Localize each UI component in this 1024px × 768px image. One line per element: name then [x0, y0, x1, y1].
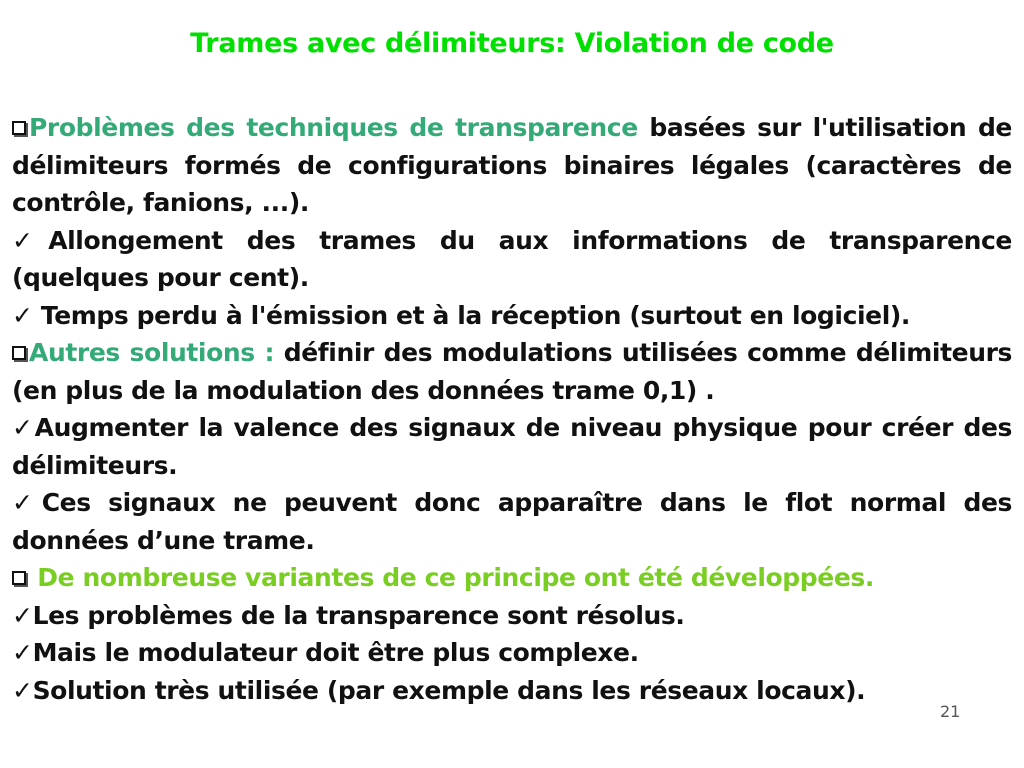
checkmark-icon: ✓: [12, 300, 33, 330]
bullet-paragraph: [12, 559, 1012, 597]
square-bullet-icon: [12, 121, 26, 135]
check-text: Mais le modulateur doit être plus complexe.: [32, 638, 639, 667]
checkmark-icon: ✓: [12, 225, 49, 255]
check-paragraph: [12, 484, 1012, 559]
checkmark-icon: ✓: [12, 675, 33, 705]
check-text: Ces signaux ne peuvent donc apparaître dans le flot normal des données d’une trame.: [12, 488, 1012, 555]
square-bullet-icon: [12, 571, 26, 585]
check-text: Augmenter la valence des signaux de niveau physique pour créer des délimiteurs.: [12, 413, 1012, 480]
check-text: Temps perdu à l'émission et à la réception (surtout en logiciel).: [32, 300, 911, 330]
bullet-text: basées sur l'utilisation de délimiteurs formés de configurations binaires légales (caractères de contrôle, fanions, ...).: [12, 113, 1012, 217]
checkmark-icon: ✓: [12, 488, 42, 517]
check-text: Solution très utilisée (par exemple dans les réseaux locaux).: [32, 675, 866, 705]
bullet-paragraph: [12, 109, 1012, 222]
bullet-highlight: Autres solutions :: [29, 338, 275, 367]
checkmark-icon: ✓: [12, 600, 33, 630]
page-number: 21: [940, 702, 961, 721]
check-paragraph: [12, 634, 1012, 672]
bullet-text: définir des modulations utilisées comme délimiteurs (en plus de la modulation des données trame 0,1) .: [12, 338, 1012, 405]
bullet-paragraph: [12, 334, 1012, 409]
slide-content: [12, 109, 1012, 709]
checkmark-icon: ✓: [12, 413, 35, 442]
bullet-highlight: De nombreuse variantes de ce principe ont été développées.: [29, 563, 874, 592]
square-bullet-icon: [12, 346, 26, 360]
slide-title: Trames avec délimiteurs: Violation de code: [190, 28, 834, 59]
check-text: Allongement des trames du aux informations de transparence (quelques pour cent).: [12, 225, 1012, 292]
bullet-highlight: Problèmes des techniques de transparence: [29, 113, 638, 142]
check-paragraph: [12, 409, 1012, 484]
check-paragraph: [12, 672, 1012, 710]
check-paragraph: [12, 222, 1012, 297]
check-paragraph: [12, 597, 1012, 635]
check-text: Les problèmes de la transparence sont résolus.: [32, 600, 685, 630]
check-paragraph: [12, 297, 1012, 335]
checkmark-icon: ✓: [12, 638, 33, 667]
